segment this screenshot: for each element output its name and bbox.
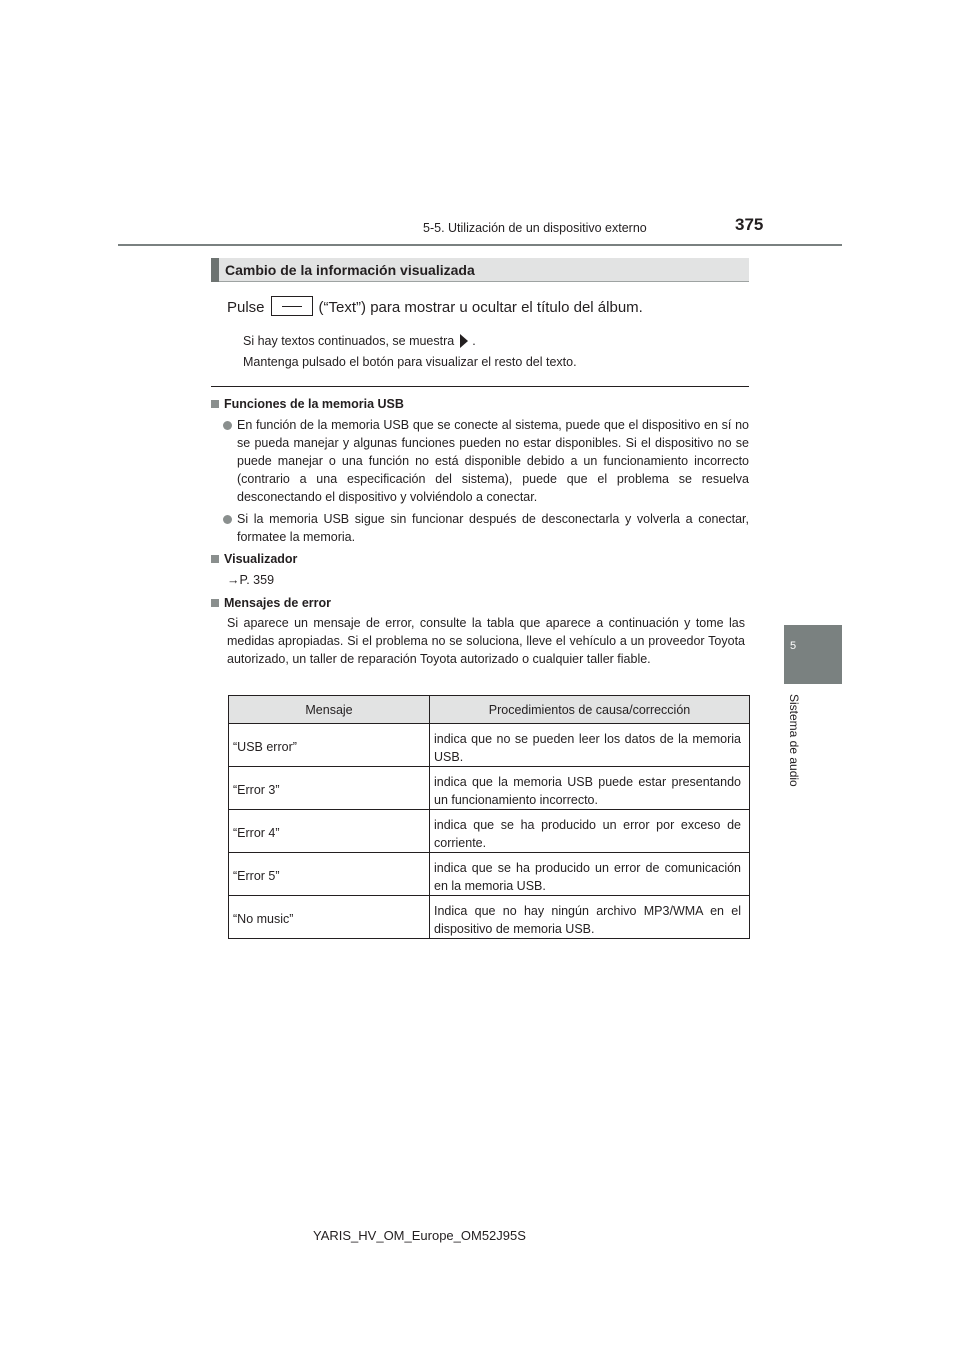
error-messages-table — [228, 695, 750, 939]
square-bullet-icon — [211, 400, 219, 408]
table-cell-procedure: indica que la memoria USB puede estar presentando un funcionamiento incorrecto. — [430, 767, 750, 810]
table-header-message: Mensaje — [229, 696, 430, 724]
instruction-line — [227, 298, 643, 318]
round-bullet-icon — [223, 421, 232, 430]
round-bullet-icon — [223, 515, 232, 524]
arrow-right-icon — [460, 334, 468, 348]
running-header: 5-5. Utilización de un dispositivo externo — [423, 221, 647, 235]
table-cell-message: “USB error” — [229, 724, 430, 767]
note-continued-text: Si hay textos continuados, se muestra . — [243, 334, 476, 348]
table-header-row — [229, 696, 750, 724]
display-heading: Visualizador — [211, 552, 297, 566]
text-button-icon — [271, 296, 313, 316]
table-row — [229, 896, 750, 939]
square-bullet-icon — [211, 555, 219, 563]
table-cell-message: “No music” — [229, 896, 430, 939]
section-heading — [211, 258, 749, 282]
table-row — [229, 810, 750, 853]
instruction-suffix: (“Text”) para mostrar u ocultar el título del álbum. — [318, 298, 643, 316]
table-row — [229, 853, 750, 896]
usb-functions-heading: Funciones de la memoria USB — [211, 397, 404, 411]
table-cell-procedure: Indica que no hay ningún archivo MP3/WMA en el dispositivo de memoria USB. — [430, 896, 750, 939]
page-reference: →P. 359 — [227, 573, 275, 587]
table-cell-procedure: indica que no se pueden leer los datos de la memoria USB. — [430, 724, 750, 767]
error-messages-intro: Si aparece un mensaje de error, consulte la tabla que aparece a continuación y tome las medidas apropiadas. Si el problema no se soluciona, lleve el vehículo a un proveedor Toyota autorizado, un taller de reparación Toyota autorizado o cualquier taller fiable. — [227, 616, 745, 666]
usb-functions-bullet-1: En función de la memoria USB que se conecte al sistema, puede que el dispositivo en sí no se pueda manejar y algunas funciones pueden no estar disponibles. Si el dispositivo no se puede manejar o una función no está disponible debido a un funcionamiento incorrecto (contrario a una especificación del sistema), puede que el problema se resuelva desconectando el dispositivo y volviéndolo a conectar. — [237, 418, 749, 504]
table-cell-message: “Error 5” — [229, 853, 430, 896]
note-hold-button: Mantenga pulsado el botón para visualizar el resto del texto. — [243, 355, 577, 369]
page-number: 375 — [735, 215, 764, 234]
chapter-title: Sistema de audio — [787, 694, 801, 787]
table-cell-procedure: indica que se ha producido un error por exceso de corriente. — [430, 810, 750, 853]
instruction-prefix: Pulse — [227, 298, 265, 316]
square-bullet-icon — [211, 599, 219, 607]
header-rule — [118, 244, 842, 246]
table-cell-message: “Error 3” — [229, 767, 430, 810]
table-cell-message: “Error 4” — [229, 810, 430, 853]
table-cell-procedure: indica que se ha producido un error de comunicación en la memoria USB. — [430, 853, 750, 896]
table-header-procedure: Procedimientos de causa/corrección — [430, 696, 750, 724]
section-heading-accent — [211, 258, 219, 282]
error-messages-heading: Mensajes de error — [211, 596, 331, 610]
document-code: YARIS_HV_OM_Europe_OM52J95S — [313, 1228, 526, 1243]
table-row — [229, 724, 750, 767]
chapter-tab — [784, 625, 842, 684]
table-row — [229, 767, 750, 810]
chapter-number: 5 — [789, 640, 797, 652]
section-title: Cambio de la información visualizada — [225, 262, 475, 278]
separator-rule — [211, 386, 749, 387]
usb-functions-bullet-2: Si la memoria USB sigue sin funcionar después de desconectarla y volverla a conectar, formatee la memoria. — [237, 512, 749, 544]
